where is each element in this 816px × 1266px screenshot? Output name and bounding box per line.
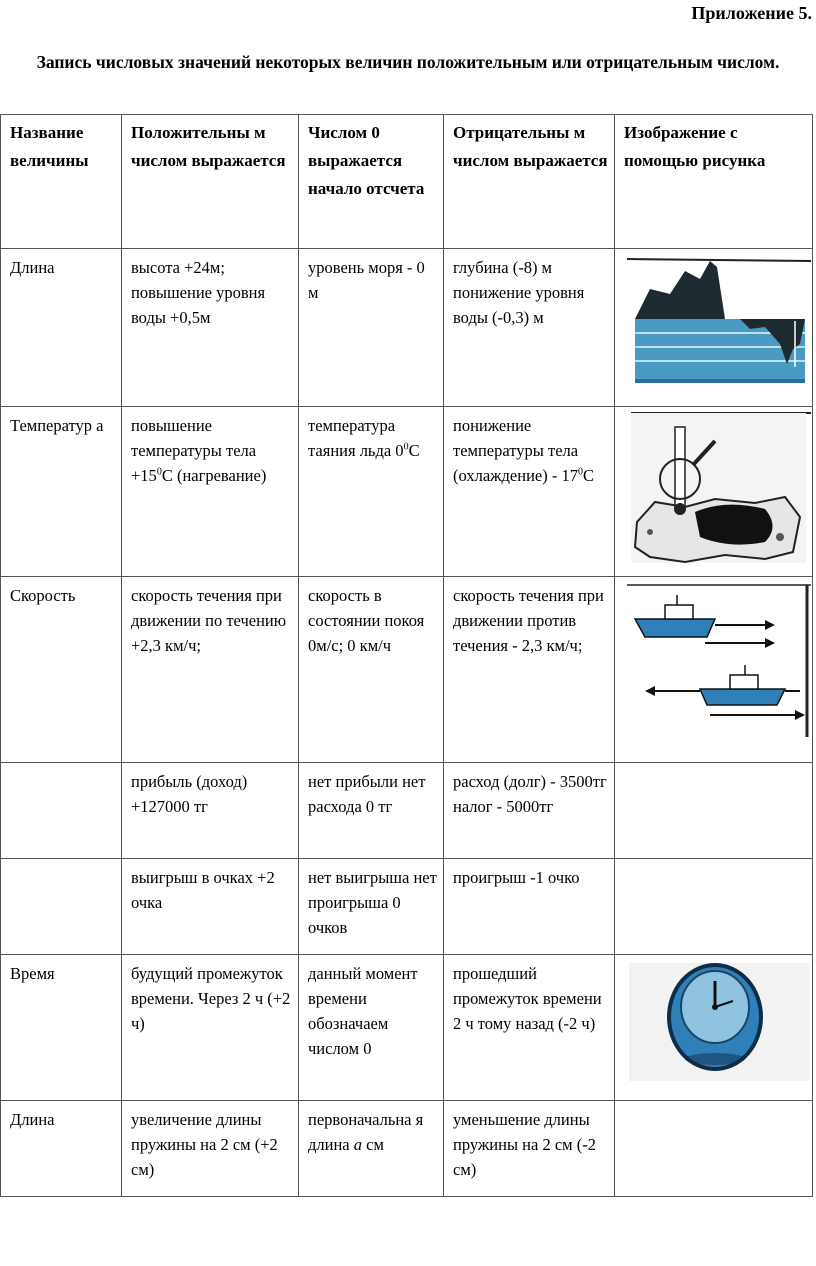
quantity-name: Время (1, 955, 122, 1101)
negative-cell (444, 407, 615, 577)
degree-sup: 0 (577, 466, 583, 478)
boats-icon (615, 577, 811, 761)
degree-sup: 0 (403, 441, 409, 453)
header-image: Изображение с помощью рисунка (615, 115, 813, 249)
table-row (1, 955, 813, 1101)
table-row (1, 763, 813, 859)
table-row (1, 407, 813, 577)
degree-sup: 0 (156, 466, 162, 478)
variable-a: a (353, 1135, 362, 1154)
appendix-label: Приложение 5. (691, 3, 812, 23)
zero-cell: данный момент времени обозначаем числом 0 (299, 955, 444, 1101)
positive-cell: увеличение длины пружины на 2 см (+2 см) (122, 1101, 299, 1197)
zero-cell: нет выигрыша нет проигрыша 0 очков (299, 859, 444, 955)
document-title: Запись числовых значений некоторых величин положительным или отрицательным числом. (36, 52, 780, 72)
quantity-name (1, 859, 122, 955)
header-zero: Числом 0 выражается начало отсчета (299, 115, 444, 249)
header-positive: Положительны м числом выражается (122, 115, 299, 249)
zero-cell: уровень моря - 0 м (299, 249, 444, 407)
thermometer-icon (615, 407, 811, 575)
mountain-sea-image (615, 249, 813, 407)
positive-cell: высота +24м; повышение уровня воды +0,5м (122, 249, 299, 407)
values-table (0, 114, 813, 1197)
boats-image (615, 577, 813, 763)
image-cell-empty (615, 763, 813, 859)
negative-cell: скорость течения при движении против течения - 2,3 км/ч; (444, 577, 615, 763)
negative-text: понижение температуры тела (охлаждение) - 17 (453, 416, 579, 485)
zero-cell: нет прибыли нет расхода 0 тг (299, 763, 444, 859)
zero-unit: С (408, 441, 420, 460)
zero-cell: скорость в состоянии покоя 0м/с; 0 км/ч (299, 577, 444, 763)
positive-cell: скорость течения при движении по течению +2,3 км/ч; (122, 577, 299, 763)
table-row (1, 859, 813, 955)
clock-image (615, 955, 813, 1101)
negative-cell: уменьшение длины пружины на 2 см (-2 см) (444, 1101, 615, 1197)
header-negative: Отрицательны м числом выражается (444, 115, 615, 249)
negative-cell: глубина (-8) м понижение уровня воды (-0,3) м (444, 249, 615, 407)
quantity-name: Длина (1, 1101, 122, 1197)
zero-cell (299, 407, 444, 577)
quantity-name: Температур а (1, 407, 122, 577)
table-row (1, 1101, 813, 1197)
negative-cell: расход (долг) - 3500тг налог - 5000тг (444, 763, 615, 859)
negative-cell: проигрыш -1 очко (444, 859, 615, 955)
positive-text: повышение температуры тела +15 (131, 416, 257, 485)
table-row (1, 577, 813, 763)
quantity-name: Скорость (1, 577, 122, 763)
table-row (1, 249, 813, 407)
mountain-sea-icon (615, 249, 811, 405)
positive-cell: прибыль (доход) +127000 тг (122, 763, 299, 859)
image-cell-empty (615, 859, 813, 955)
header-row (1, 115, 813, 249)
thermometer-image (615, 407, 813, 577)
image-cell-empty (615, 1101, 813, 1197)
zero-cell (299, 1101, 444, 1197)
zero-text: первоначальна я длина (308, 1110, 424, 1154)
zero-text: температура таяния льда 0 (308, 416, 404, 460)
positive-cell: выигрыш в очках +2 очка (122, 859, 299, 955)
quantity-name (1, 763, 122, 859)
negative-unit: С (582, 466, 594, 485)
quantity-name: Длина (1, 249, 122, 407)
positive-unit: С (нагревание) (161, 466, 267, 485)
header-name: Название величины (1, 115, 122, 249)
negative-cell: прошедший промежуток времени 2 ч тому назад (-2 ч) (444, 955, 615, 1101)
clock-icon (615, 955, 811, 1099)
zero-unit: см (362, 1135, 384, 1154)
positive-cell: будущий промежуток времени. Через 2 ч (+2 ч) (122, 955, 299, 1101)
positive-cell (122, 407, 299, 577)
